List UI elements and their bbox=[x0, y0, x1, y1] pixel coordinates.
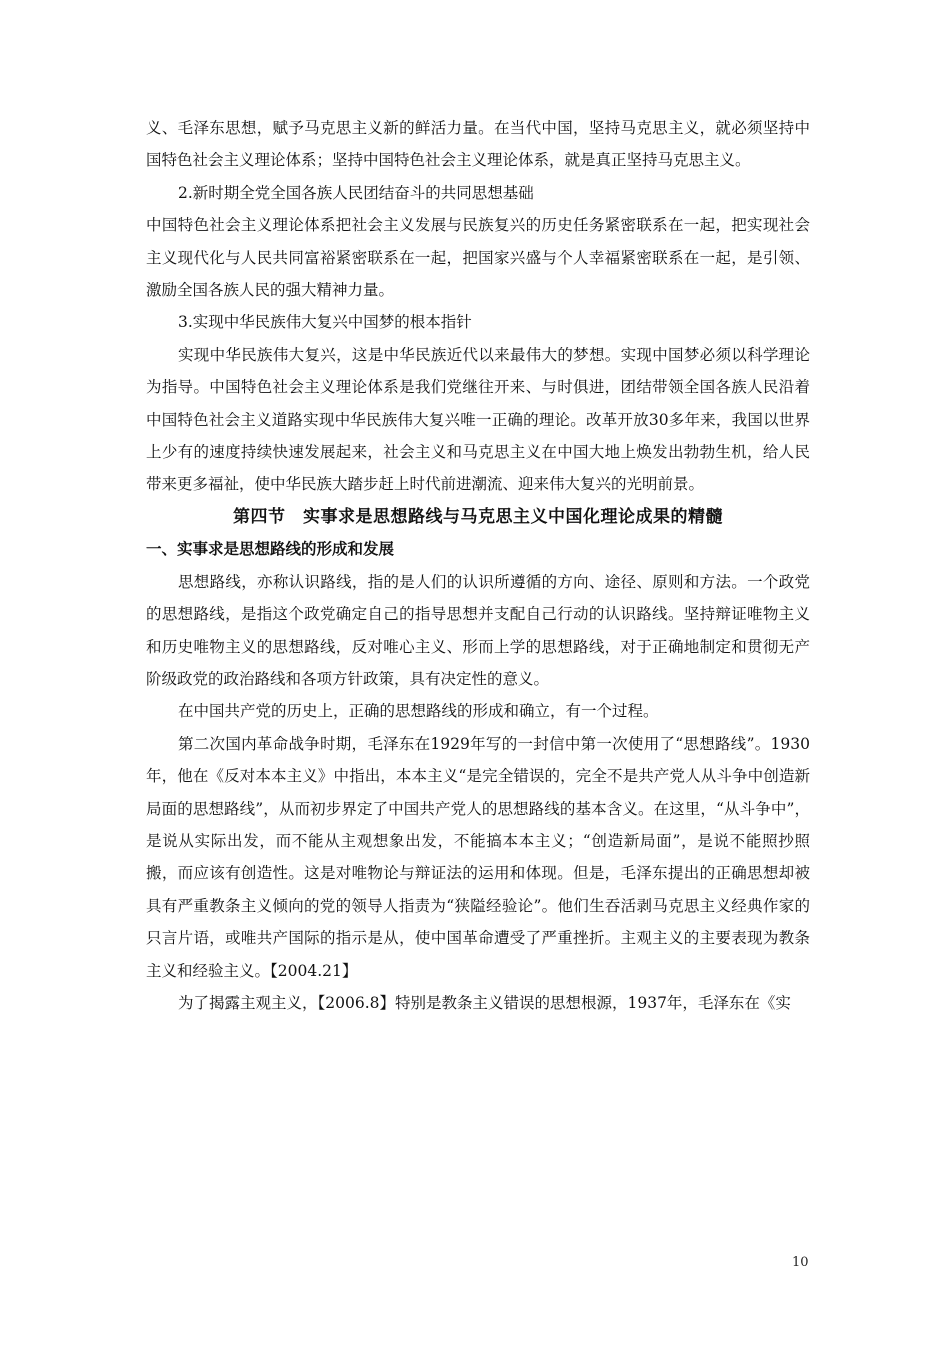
subheading-2: 2.新时期全党全国各族人民团结奋斗的共同思想基础 bbox=[178, 183, 534, 202]
page-number: 10 bbox=[792, 1255, 809, 1270]
paragraph-second-revolution: 第二次国内革命战争时期，毛泽东在1929年写的一封信中第一次使用了“思想路线”。1930年，他在《反对本本主义》中指出，本本主义“是完全错误的，完全不是共产党人从斗争中创造新局面的思想路线”，从而初步界定了中国共产党人的思想路线的基本含义。在这里，“从斗争中”，是说从实际出发，而不能从主观想象出发，不能搞本本主义；“创造新局面”，是说不能照抄照搬，而应该有创造性。这是对唯物论与辩证法的运用和体现。但是，毛泽东提出的正确思想却被具有严重教条主义倾向的党的领导人指责为“狭隘经验论”。他们生吞活剥马克思主义经典作家的只言片语，或唯共产国际的指示是从，使中国革命遭受了严重挫折。主观主义的主要表现为教条主义和经验主义。【2004.21】 bbox=[146, 734, 810, 980]
paragraph-chinese-dream: 实现中华民族伟大复兴，这是中华民族近代以来最伟大的梦想。实现中国梦必须以科学理论为指导。中国特色社会主义理论体系是我们党继往开来、与时俱进，团结带领全国各族人民沿着中国特色社会主义道路实现中华民族伟大复兴唯一正确的理论。改革开放30多年来，我国以世界上少有的速度持续快速发展起来，社会主义和马克思主义在中国大地上焕发出勃勃生机，给人民带来更多福祉，使中华民族大踏步赶上时代前进潮流、迎来伟大复兴的光明前景。 bbox=[146, 345, 810, 494]
section-title: 第四节 实事求是思想路线与马克思主义中国化理论成果的精髓 bbox=[233, 506, 723, 527]
subheading-3: 3.实现中华民族伟大复兴中国梦的根本指针 bbox=[178, 313, 472, 332]
heading-1: 一、实事求是思想路线的形成和发展 bbox=[146, 539, 395, 559]
paragraph-history-process: 在中国共产党的历史上，正确的思想路线的形成和确立，有一个过程。 bbox=[178, 702, 659, 721]
paragraph-expose-subjectivism: 为了揭露主观主义，【2006.8】特别是教条主义错误的思想根源，1937年，毛泽东在《实 bbox=[178, 993, 791, 1012]
page-content bbox=[146, 112, 810, 1019]
paragraph-continuation: 义、毛泽东思想，赋予马克思主义新的鲜活力量。在当代中国，坚持马克思主义，就必须坚持中国特色社会主义理论体系；坚持中国特色社会主义理论体系，就是真正坚持马克思主义。 bbox=[146, 119, 810, 170]
paragraph-ideological-line: 思想路线，亦称认识路线，指的是人们的认识所遵循的方向、途径、原则和方法。一个政党的思想路线，是指这个政党确定自己的指导思想并支配自己行动的认识路线。坚持辩证唯物主义和历史唯物主义的思想路线，反对唯心主义、形而上学的思想路线，对于正确地制定和贯彻无产阶级政党的政治路线和各项方针政策，具有决定性的意义。 bbox=[146, 572, 810, 688]
paragraph-common-foundation: 中国特色社会主义理论体系把社会主义发展与民族复兴的历史任务紧密联系在一起，把实现社会主义现代化与人民共同富裕紧密联系在一起，把国家兴盛与个人幸福紧密联系在一起，是引领、激励全国各族人民的强大精神力量。 bbox=[146, 216, 810, 300]
